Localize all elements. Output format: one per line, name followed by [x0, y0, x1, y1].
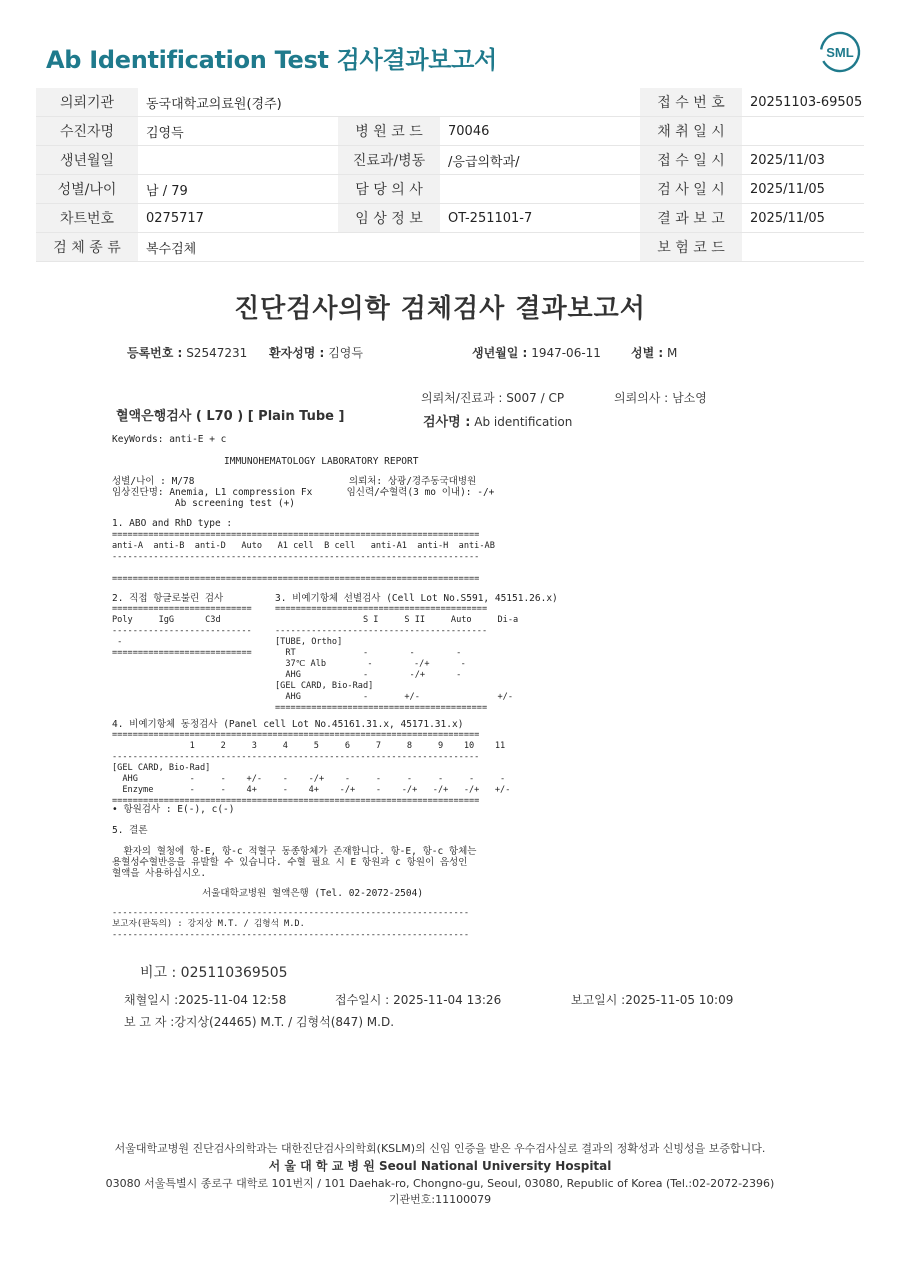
reporter: 보 고 자 :강지상(24465) M.T. / 김형석(847) M.D.	[124, 1015, 395, 1029]
antigen-result: • 항원검사 : E(-), c(-)	[112, 804, 235, 815]
remark-note: 비고 : 025110369505	[140, 965, 288, 981]
info-label: 보 험 코 드	[640, 233, 742, 262]
page-title: Ab Identification Test 검사결과보고서	[46, 46, 497, 74]
info-label: 병 원 코 드	[338, 117, 440, 146]
info-value: OT-251101-7	[440, 204, 640, 233]
referring-doctor: 의뢰의사 : 남소영	[614, 391, 707, 405]
info-value: 70046	[440, 117, 640, 146]
panel-table: ======================================================================= 1 2 3 4 5 6 7 8 9 10 11 ----------------------------------------------------------------------- [GEL CARD, Bio-Rad] AHG - - +/- - -/+ - - - - - - Enzyme - - 4+ - 4+ -/+ - -/+ -/+ -/+ +/- =======================================================================	[112, 730, 511, 806]
info-label: 검 사 일 시	[640, 175, 742, 204]
info-label: 결 과 보 고	[640, 204, 742, 233]
abo-table: ======================================================================= anti-A anti-B anti-D Auto A1 cell B cell anti-A1 anti-H anti-AB ----------------------------------------------------------------------- =======================================================================	[112, 530, 495, 584]
certification-note: 서울대학교병원 진단검사의학과는 대한진단검사의학회(KSLM)의 신임 인증을 받은 우수검사실로 결과의 정확성과 신빙성을 보증합니다.	[114, 1142, 766, 1155]
conclusion-text: 환자의 혈청에 항-E, 항-c 적혈구 동종항체가 존재합니다. 항-E, 항-c 항체는 용혈성수혈반응을 유발할 수 있습니다. 수혈 필요 시 E 항원과 c 항원이 음성인 혈액을 사용하십시오.	[112, 846, 477, 879]
institution-number: 기관번호:11100079	[388, 1193, 492, 1206]
info-value: 2025/11/03	[742, 146, 864, 175]
report-datetime: 보고일시 :2025-11-05 10:09	[571, 993, 734, 1007]
keywords: KeyWords: anti-E + c	[112, 434, 227, 445]
test-group: 혈액은행검사 ( L70 ) [ Plain Tube ]	[116, 409, 345, 424]
info-value	[440, 175, 640, 204]
info-value: /응급의학과/	[440, 146, 640, 175]
conclusion-section-title: 5. 결론	[112, 825, 148, 836]
registration-number: 등록번호 : S2547231	[127, 346, 248, 360]
info-label: 담 당 의 사	[338, 175, 440, 204]
info-label: 채 취 일 시	[640, 117, 742, 146]
sml-logo	[818, 30, 862, 74]
referral-department: 의뢰처/진료과 : S007 / CP	[421, 391, 565, 405]
sex: 성별 : M	[631, 346, 678, 360]
info-label: 임 상 정 보	[338, 204, 440, 233]
logo-text: SML	[826, 45, 854, 60]
info-row	[36, 204, 864, 233]
test-name: 검사명 : Ab identification	[423, 415, 573, 430]
info-label: 생년월일	[36, 146, 138, 175]
info-value: 2025/11/05	[742, 175, 864, 204]
lab-patient-block: 성별/나이 : M/78 의뢰처: 상광/경주동국대병원 임상진단명: Anemia, L1 compression Fx 임신력/수혈력(3 mo 이내): -/+ Ab screening test (+)	[112, 476, 495, 509]
info-label: 접 수 일 시	[640, 146, 742, 175]
info-label: 성별/나이	[36, 175, 138, 204]
info-label	[338, 88, 440, 117]
info-label: 접 수 번 호	[640, 88, 742, 117]
panel-section-title: 4. 비예기항체 동정검사 (Panel cell Lot No.45161.31.x, 45171.31.x)	[112, 719, 464, 730]
blood-bank-contact: 서울대학교병원 혈액은행 (Tel. 02-2072-2504)	[202, 888, 424, 899]
abo-section-title: 1. ABO and RhD type :	[112, 518, 233, 529]
screening-table: ========================================= S I S II Auto Di-a ----------------------------------------- [TUBE, Ortho] RT - - - 37℃ Alb - -/+ - AHG - -/+ - [GEL CARD, Bio-Rad] AHG - +/- +/- =========================================	[275, 604, 519, 713]
info-value: 동국대학교의료원(경주)	[138, 88, 338, 117]
info-value: 김영득	[138, 117, 338, 146]
info-value: 2025/11/05	[742, 204, 864, 233]
info-value: 남 / 79	[138, 175, 338, 204]
report-title: 진단검사의학 검체검사 결과보고서	[234, 294, 646, 324]
info-value: 복수검체	[138, 233, 338, 262]
info-value	[440, 233, 640, 262]
info-value	[742, 233, 864, 262]
info-row	[36, 233, 864, 262]
info-row	[36, 175, 864, 204]
info-label: 진료과/병동	[338, 146, 440, 175]
info-value: 20251103-69505	[742, 88, 864, 117]
info-value: 0275717	[138, 204, 338, 233]
info-value	[742, 117, 864, 146]
birth-date: 생년월일 : 1947-06-11	[472, 346, 601, 360]
lab-report-header: IMMUNOHEMATOLOGY LABORATORY REPORT	[224, 456, 419, 467]
patient-info-table	[36, 88, 864, 262]
screening-section-title: 3. 비예기항체 선별검사 (Cell Lot No.S591, 45151.26.x)	[275, 593, 558, 604]
info-label	[338, 233, 440, 262]
dat-table: =========================== Poly IgG C3d --------------------------- - ===========================	[112, 604, 252, 658]
info-label: 의뢰기관	[36, 88, 138, 117]
info-value	[138, 146, 338, 175]
info-value	[440, 88, 640, 117]
info-label: 수진자명	[36, 117, 138, 146]
dat-section-title: 2. 직접 항글로불린 검사	[112, 593, 224, 604]
info-label: 차트번호	[36, 204, 138, 233]
lab-reporter-block: --------------------------------------------------------------------- 보고자(판독의) : 강지상 M.T. / 김형석 M.D. ---------------------------------------------------------------------	[112, 908, 469, 940]
hospital-name: 서 울 대 학 교 병 원 Seoul National University Hospital	[268, 1159, 612, 1173]
info-row	[36, 117, 864, 146]
hospital-address: 03080 서울특별시 종로구 대학로 101번지 / 101 Daehak-ro, Chongno-gu, Seoul, 03080, Republic of Korea (Tel.:02-2072-2396)	[105, 1177, 775, 1190]
info-label: 검 체 종 류	[36, 233, 138, 262]
collection-datetime: 채혈일시 :2025-11-04 12:58	[124, 993, 287, 1007]
receipt-datetime: 접수일시 : 2025-11-04 13:26	[335, 993, 502, 1007]
info-row	[36, 146, 864, 175]
patient-name: 환자성명 : 김영득	[269, 346, 363, 360]
info-row	[36, 88, 864, 117]
